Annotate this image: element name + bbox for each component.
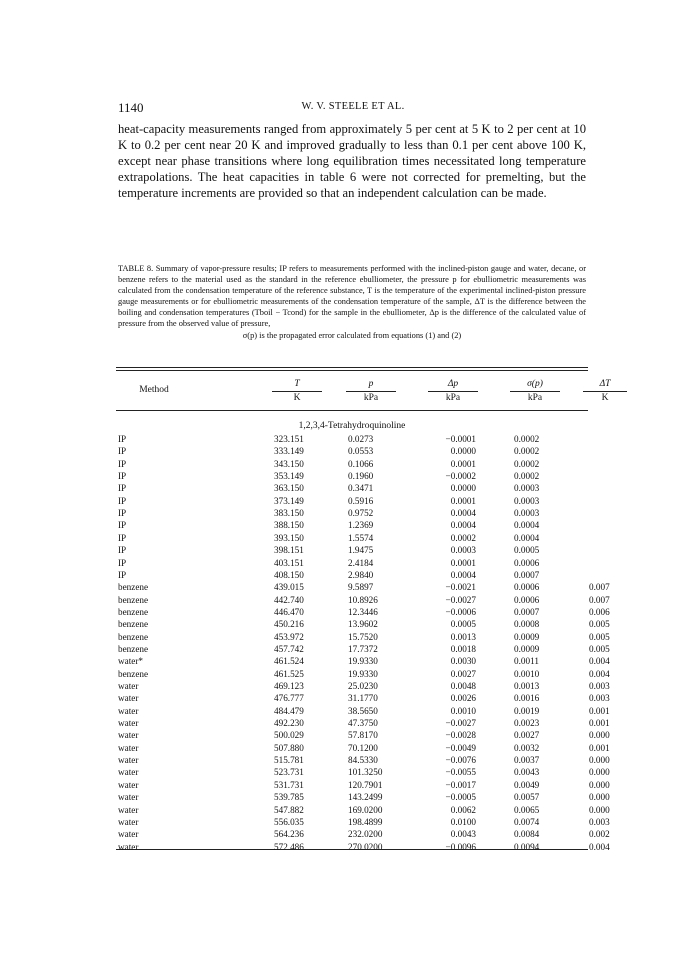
cell-delta-t: 0.001 (589, 705, 610, 716)
cell-delta-p: 0.0100 (450, 816, 476, 827)
table-top-rule-inner (116, 370, 588, 371)
table-row (0, 817, 676, 828)
cell-delta-p: −0.0049 (445, 742, 476, 753)
cell-sigma-p: 0.0006 (514, 582, 540, 593)
cell-sigma-p: 0.0084 (514, 829, 540, 840)
cell-method: water (118, 693, 139, 704)
table-row (0, 632, 676, 643)
cell-method: water (118, 841, 139, 852)
cell-temperature: 408.150 (274, 569, 304, 580)
cell-temperature: 446.470 (274, 606, 304, 617)
cell-pressure: 17.7372 (348, 643, 378, 654)
cell-delta-p: −0.0027 (445, 594, 476, 605)
column-symbol-pressure: p (368, 379, 374, 389)
table-row (0, 459, 676, 470)
table-row (0, 619, 676, 630)
table-bottom-rule (116, 849, 588, 850)
cell-sigma-p: 0.0006 (514, 594, 540, 605)
cell-temperature: 572.486 (274, 841, 304, 852)
cell-delta-p: 0.0000 (450, 483, 476, 494)
cell-pressure: 1.9475 (348, 545, 374, 556)
cell-delta-t: 0.000 (589, 779, 610, 790)
cell-sigma-p: 0.0043 (514, 767, 540, 778)
running-head: W. V. STEELE ET AL. (301, 101, 405, 112)
cell-pressure: 57.8170 (348, 730, 378, 741)
cell-pressure: 0.0273 (348, 434, 374, 444)
cell-delta-t: 0.000 (589, 792, 610, 803)
cell-temperature: 373.149 (274, 495, 304, 506)
cell-temperature: 523.731 (274, 767, 304, 778)
cell-method: IP (118, 532, 127, 543)
cell-delta-p: −0.0005 (445, 792, 476, 803)
table-row (0, 496, 676, 507)
table-row (0, 718, 676, 729)
cell-pressure: 19.9330 (348, 656, 378, 667)
cell-sigma-p: 0.0013 (514, 681, 540, 691)
cell-delta-t: 0.003 (589, 693, 610, 704)
table-row (0, 570, 676, 581)
column-symbol-delta-p: Δp (447, 379, 459, 389)
cell-sigma-p: 0.0002 (514, 434, 540, 444)
cell-sigma-p: 0.0094 (514, 841, 540, 852)
cell-method: IP (118, 483, 127, 494)
column-unit-pressure: kPa (346, 391, 396, 404)
cell-delta-t: 0.000 (589, 767, 610, 778)
cell-method: benzene (118, 594, 149, 605)
cell-method: IP (118, 545, 127, 556)
cell-sigma-p: 0.0057 (514, 792, 540, 803)
cell-delta-t: 0.003 (589, 681, 610, 691)
cell-temperature: 461.524 (274, 656, 304, 667)
cell-delta-p: 0.0026 (450, 693, 476, 704)
cell-pressure: 0.1066 (348, 458, 374, 469)
table-row (0, 582, 676, 593)
cell-pressure: 2.4184 (348, 557, 374, 568)
cell-delta-t: 0.007 (589, 582, 610, 593)
cell-method: IP (118, 508, 127, 519)
cell-sigma-p: 0.0002 (514, 446, 540, 457)
cell-pressure: 0.5916 (348, 495, 374, 506)
cell-delta-t: 0.003 (589, 816, 610, 827)
table-row (0, 681, 676, 692)
cell-pressure: 38.5650 (348, 705, 378, 716)
cell-method: water (118, 755, 139, 766)
cell-delta-p: 0.0001 (450, 495, 476, 506)
cell-sigma-p: 0.0009 (514, 643, 540, 654)
cell-delta-t: 0.005 (589, 643, 610, 654)
cell-delta-t: 0.004 (589, 668, 610, 679)
column-symbol-temperature: T (294, 379, 300, 389)
cell-sigma-p: 0.0027 (514, 730, 540, 741)
cell-delta-p: 0.0048 (450, 681, 476, 691)
cell-delta-p: −0.0027 (445, 718, 476, 729)
table-caption (118, 263, 586, 341)
table-row (0, 706, 676, 717)
cell-temperature: 492.230 (274, 718, 304, 729)
table-caption-text: TABLE 8. Summary of vapor-pressure results; IP refers to measurements performed with the inclined-piston gauge and water, decane, or benzene refers to the material used as the standard in the reference ebulliometer, the pressure p for ebulliometric measurements was calculated from the condensation temperature of the reference substance, T is the temperature of the experimental inclined-piston pressure gauge measurements or for ebulliometric measurements of the condensation temperature of the sample, ΔT is the difference between the boiling and condensation temperatures (Tboil − Tcond) for the sample in the ebulliometer, Δp is the difference of the calculated value of pressure from the observed value of pressure, (118, 264, 586, 329)
cell-temperature: 457.742 (274, 643, 304, 654)
table-row (0, 780, 676, 791)
column-header-delta-p (428, 378, 478, 404)
column-unit-delta-t: K (583, 391, 627, 404)
cell-pressure: 1.5574 (348, 532, 374, 543)
cell-pressure: 1.2369 (348, 520, 374, 531)
cell-method: water (118, 730, 139, 741)
table-row (0, 434, 676, 445)
cell-delta-t: 0.007 (589, 594, 610, 605)
cell-pressure: 9.5897 (348, 582, 374, 593)
cell-delta-p: 0.0030 (450, 656, 476, 667)
cell-temperature: 398.151 (274, 545, 304, 556)
table-header-rule (116, 410, 588, 411)
cell-sigma-p: 0.0065 (514, 804, 540, 815)
cell-pressure: 0.3471 (348, 483, 374, 494)
cell-method: water (118, 742, 139, 753)
cell-delta-p: −0.0021 (445, 582, 476, 593)
cell-delta-p: 0.0013 (450, 631, 476, 642)
table-row (0, 545, 676, 556)
cell-method: water* (118, 656, 143, 667)
cell-delta-p: 0.0001 (450, 458, 476, 469)
table-top-rule (116, 367, 588, 368)
cell-delta-p: −0.0076 (445, 755, 476, 766)
cell-sigma-p: 0.0006 (514, 557, 540, 568)
cell-delta-p: 0.0001 (450, 557, 476, 568)
table-row (0, 730, 676, 741)
cell-sigma-p: 0.0011 (514, 656, 539, 667)
column-header-sigma-p (510, 378, 560, 404)
table-row (0, 644, 676, 655)
cell-method: water (118, 804, 139, 815)
cell-sigma-p: 0.0002 (514, 471, 540, 482)
cell-sigma-p: 0.0023 (514, 718, 540, 729)
cell-delta-t: 0.001 (589, 742, 610, 753)
cell-temperature: 450.216 (274, 619, 304, 630)
table-row (0, 743, 676, 754)
cell-temperature: 393.150 (274, 532, 304, 543)
cell-method: IP (118, 471, 127, 482)
cell-sigma-p: 0.0016 (514, 693, 540, 704)
cell-sigma-p: 0.0019 (514, 705, 540, 716)
cell-sigma-p: 0.0003 (514, 483, 540, 494)
cell-method: water (118, 792, 139, 803)
cell-delta-p: 0.0062 (450, 804, 476, 815)
table-row (0, 471, 676, 482)
cell-delta-t: 0.005 (589, 631, 610, 642)
cell-sigma-p: 0.0005 (514, 545, 540, 556)
cell-method: water (118, 779, 139, 790)
cell-method: benzene (118, 606, 149, 617)
cell-sigma-p: 0.0004 (514, 520, 540, 531)
cell-pressure: 84.5330 (348, 755, 378, 766)
cell-temperature: 539.785 (274, 792, 304, 803)
cell-sigma-p: 0.0032 (514, 742, 540, 753)
column-header-method: Method (139, 385, 169, 395)
cell-delta-t: 0.000 (589, 755, 610, 766)
table-row (0, 446, 676, 457)
cell-temperature: 507.880 (274, 742, 304, 753)
cell-method: benzene (118, 631, 149, 642)
cell-delta-p: −0.0028 (445, 730, 476, 741)
table-row (0, 656, 676, 667)
cell-pressure: 2.9840 (348, 569, 374, 580)
cell-delta-p: 0.0005 (450, 619, 476, 630)
cell-temperature: 439.015 (274, 582, 304, 593)
cell-pressure: 0.0553 (348, 446, 374, 457)
cell-temperature: 333.149 (274, 446, 304, 457)
cell-temperature: 453.972 (274, 631, 304, 642)
cell-method: IP (118, 520, 127, 531)
cell-delta-p: 0.0002 (450, 532, 476, 543)
cell-sigma-p: 0.0002 (514, 458, 540, 469)
cell-temperature: 353.149 (274, 471, 304, 482)
cell-temperature: 500.029 (274, 730, 304, 741)
cell-method: IP (118, 557, 127, 568)
table-row (0, 607, 676, 618)
table-row (0, 533, 676, 544)
table-row (0, 755, 676, 766)
cell-method: IP (118, 446, 127, 457)
column-symbol-sigma-p: σ(p) (527, 379, 543, 389)
table-row (0, 842, 676, 853)
cell-temperature: 469.123 (274, 681, 304, 691)
cell-pressure: 31.1770 (348, 693, 378, 704)
cell-sigma-p: 0.0003 (514, 508, 540, 519)
table-row (0, 767, 676, 778)
table-row (0, 520, 676, 531)
compound-name: 1,2,3,4-Tetrahydroquinoline (298, 421, 406, 431)
cell-delta-t: 0.005 (589, 619, 610, 630)
cell-pressure: 70.1200 (348, 742, 378, 753)
cell-method: IP (118, 495, 127, 506)
table-row (0, 483, 676, 494)
cell-method: benzene (118, 668, 149, 679)
cell-pressure: 0.9752 (348, 508, 374, 519)
table-row (0, 693, 676, 704)
cell-method: IP (118, 458, 127, 469)
cell-temperature: 556.035 (274, 816, 304, 827)
cell-delta-p: −0.0096 (445, 841, 476, 852)
cell-sigma-p: 0.0010 (514, 668, 540, 679)
cell-method: IP (118, 434, 127, 444)
table-row (0, 508, 676, 519)
cell-method: IP (118, 569, 127, 580)
cell-delta-p: −0.0055 (445, 767, 476, 778)
cell-delta-p: −0.0001 (445, 434, 476, 444)
cell-delta-p: 0.0043 (450, 829, 476, 840)
cell-temperature: 564.236 (274, 829, 304, 840)
cell-temperature: 484.479 (274, 705, 304, 716)
column-header-delta-t (583, 378, 627, 404)
cell-delta-p: 0.0018 (450, 643, 476, 654)
cell-sigma-p: 0.0007 (514, 569, 540, 580)
table-row (0, 792, 676, 803)
cell-method: water (118, 767, 139, 778)
cell-pressure: 25.0230 (348, 681, 378, 691)
cell-sigma-p: 0.0004 (514, 532, 540, 543)
cell-pressure: 15.7520 (348, 631, 378, 642)
cell-pressure: 143.2499 (348, 792, 383, 803)
cell-method: benzene (118, 643, 149, 654)
cell-temperature: 383.150 (274, 508, 304, 519)
cell-delta-p: 0.0004 (450, 520, 476, 531)
cell-method: water (118, 816, 139, 827)
cell-delta-p: −0.0002 (445, 471, 476, 482)
cell-pressure: 169.0200 (348, 804, 383, 815)
cell-sigma-p: 0.0037 (514, 755, 540, 766)
cell-method: water (118, 829, 139, 840)
cell-temperature: 363.150 (274, 483, 304, 494)
cell-delta-p: 0.0003 (450, 545, 476, 556)
cell-delta-t: 0.000 (589, 804, 610, 815)
cell-method: water (118, 705, 139, 716)
page-number: 1140 (118, 100, 144, 115)
cell-delta-p: 0.0004 (450, 508, 476, 519)
cell-temperature: 515.781 (274, 755, 304, 766)
table-row (0, 669, 676, 680)
cell-sigma-p: 0.0008 (514, 619, 540, 630)
table-row (0, 595, 676, 606)
cell-delta-p: −0.0017 (445, 779, 476, 790)
cell-pressure: 232.0200 (348, 829, 383, 840)
body-paragraph: heat-capacity measurements ranged from approximately 5 per cent at 5 K to 2 per cent at 10 K to 0.2 per cent near 20 K and improved gradually to less than 0.1 per cent above 100 K, except near phase transitions where long equilibration times necessitated long temperature extrapolations. The heat capacities in table 6 were not corrected for premelting, but the temperature increments are provided so that an independent calculation can be made. (118, 122, 586, 201)
cell-method: water (118, 718, 139, 729)
column-symbol-delta-t: ΔT (599, 379, 611, 389)
cell-pressure: 270.0200 (348, 841, 383, 852)
cell-delta-t: 0.006 (589, 606, 610, 617)
cell-temperature: 531.731 (274, 779, 304, 790)
cell-pressure: 12.3446 (348, 606, 378, 617)
cell-method: benzene (118, 619, 149, 630)
cell-delta-p: 0.0004 (450, 569, 476, 580)
table-caption-last-line: σ(p) is the propagated error calculated from equations (1) and (2) (242, 330, 462, 340)
cell-delta-p: −0.0006 (445, 606, 476, 617)
cell-delta-p: 0.0000 (450, 446, 476, 457)
cell-temperature: 388.150 (274, 520, 304, 531)
cell-delta-p: 0.0010 (450, 705, 476, 716)
cell-pressure: 120.7901 (348, 779, 383, 790)
cell-temperature: 442.740 (274, 594, 304, 605)
cell-method: benzene (118, 582, 149, 593)
page-header (118, 100, 588, 116)
cell-temperature: 343.150 (274, 458, 304, 469)
cell-pressure: 198.4899 (348, 816, 383, 827)
column-unit-sigma-p: kPa (510, 391, 560, 404)
column-header-temperature (272, 378, 322, 404)
cell-pressure: 101.3250 (348, 767, 383, 778)
cell-sigma-p: 0.0049 (514, 779, 540, 790)
cell-method: water (118, 681, 139, 691)
cell-pressure: 0.1960 (348, 471, 374, 482)
cell-temperature: 476.777 (274, 693, 304, 704)
cell-sigma-p: 0.0003 (514, 495, 540, 506)
cell-delta-t: 0.001 (589, 718, 610, 729)
cell-delta-t: 0.004 (589, 656, 610, 667)
cell-temperature: 547.882 (274, 804, 304, 815)
cell-delta-p: 0.0027 (450, 668, 476, 679)
cell-delta-t: 0.002 (589, 829, 610, 840)
table-row (0, 829, 676, 840)
cell-pressure: 19.9330 (348, 668, 378, 679)
cell-delta-t: 0.004 (589, 841, 610, 852)
cell-temperature: 403.151 (274, 557, 304, 568)
cell-temperature: 323.151 (274, 434, 304, 444)
cell-pressure: 10.8926 (348, 594, 378, 605)
column-unit-temperature: K (272, 391, 322, 404)
cell-pressure: 13.9602 (348, 619, 378, 630)
cell-sigma-p: 0.0074 (514, 816, 540, 827)
cell-delta-t: 0.000 (589, 730, 610, 741)
column-header-pressure (346, 378, 396, 404)
table-row (0, 558, 676, 569)
table-row (0, 805, 676, 816)
cell-sigma-p: 0.0009 (514, 631, 540, 642)
cell-temperature: 461.525 (274, 668, 304, 679)
cell-pressure: 47.3750 (348, 718, 378, 729)
column-unit-delta-p: kPa (428, 391, 478, 404)
cell-sigma-p: 0.0007 (514, 606, 540, 617)
